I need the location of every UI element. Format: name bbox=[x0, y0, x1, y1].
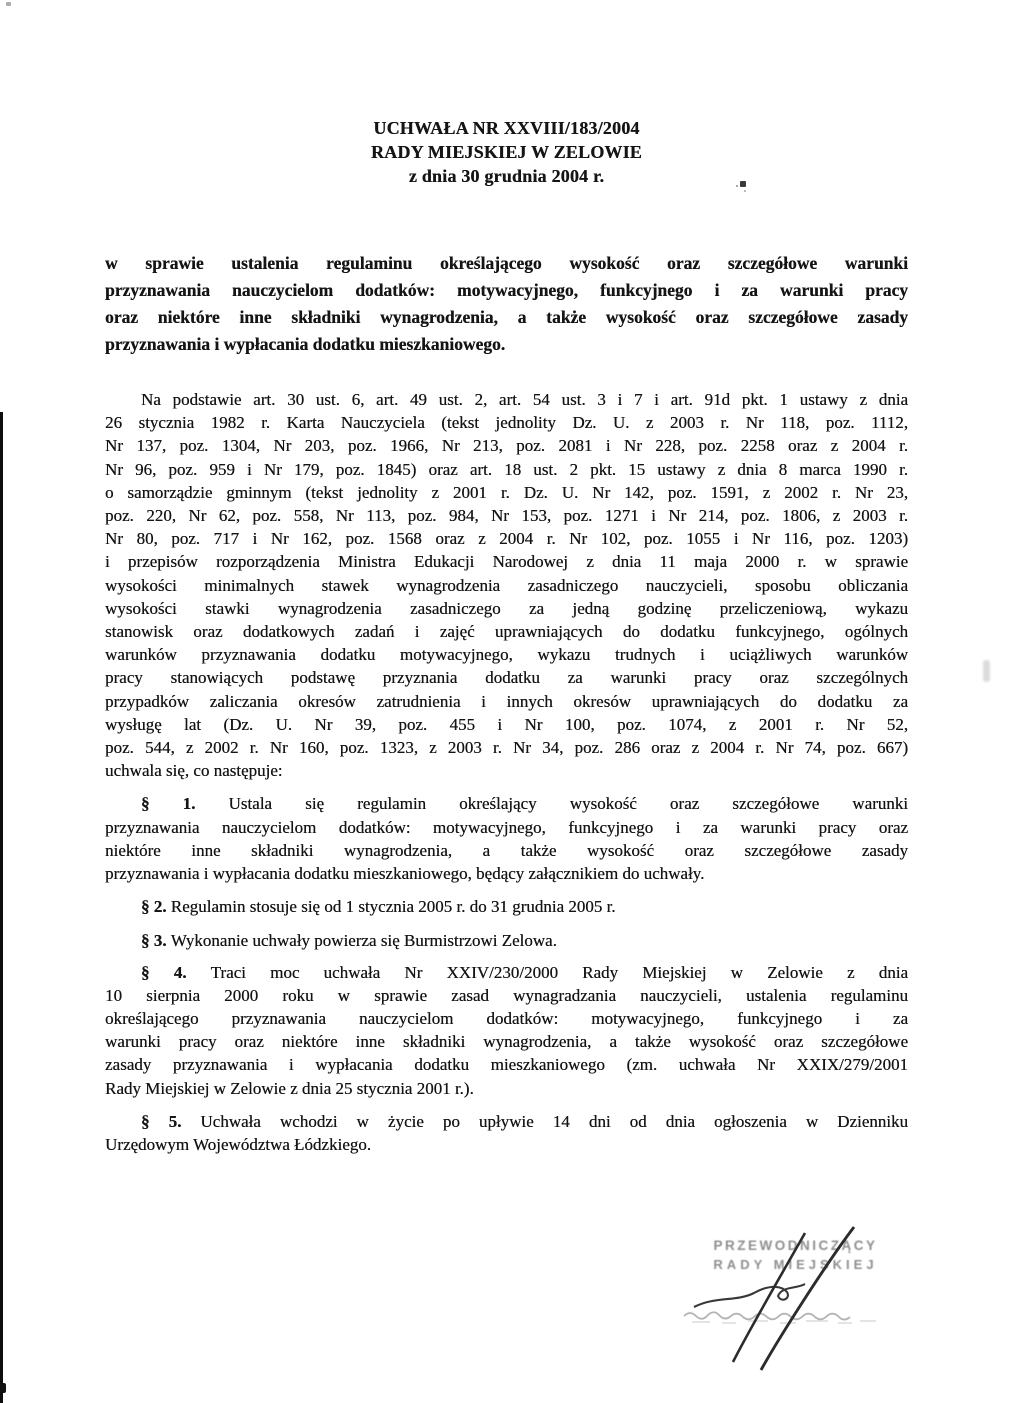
text-line: przyznawania i wypłacania dodatku mieszkaniowego, będący załącznikiem do uchwały. bbox=[105, 864, 705, 884]
text-line: przypadków zaliczania okresów zatrudnienia i innych okresów uprawniających do dodatku za bbox=[105, 691, 908, 711]
text-line: poz. 220, Nr 62, poz. 558, Nr 113, poz. 984, Nr 153, poz. 1271 i Nr 214, poz. 1806, z 2003 r. bbox=[105, 506, 908, 526]
text-line: Na podstawie art. 30 ust. 6, art. 49 ust. 2, art. 54 ust. 3 i 7 i art. 91d pkt. 1 ustawy z dnia bbox=[141, 390, 908, 409]
scan-speck bbox=[0, 1383, 6, 1393]
text-line: § 1. Ustala się regulamin określający wysokość oraz szczegółowe warunki bbox=[141, 794, 908, 814]
section-marker: § 4. bbox=[141, 962, 211, 982]
paragraphs bbox=[105, 250, 908, 1156]
text-line: Nr 96, poz. 959 i Nr 179, poz. 1845) oraz art. 18 ust. 2 pkt. 15 ustawy z dnia 8 marca 1990 r. bbox=[105, 459, 908, 479]
signature-flourish bbox=[694, 1284, 805, 1307]
text-line: Nr 137, poz. 1304, Nr 203, poz. 1966, Nr 213, poz. 2081 i Nr 228, poz. 2258 oraz z 2004 r. bbox=[105, 436, 908, 456]
signature-stroke-2 bbox=[761, 1227, 854, 1370]
text-line: Urzędowym Województwa Łódzkiego. bbox=[105, 1135, 371, 1155]
text-line: § 5. Uchwała wchodzi w życie po upływie 14 dni od dnia ogłoszenia w Dzienniku bbox=[141, 1111, 908, 1131]
paragraph-subject bbox=[105, 250, 908, 358]
section-marker: § 1. bbox=[141, 794, 229, 814]
text-line: zasady przyznawania i wypłacania dodatku mieszkaniowego (zm. uchwała Nr XXIX/279/2001 bbox=[105, 1055, 908, 1075]
section-marker: § 2. bbox=[141, 897, 171, 917]
text-line: określającego przyznawania nauczycielom dodatków: motywacyjnego, funkcyjnego i za bbox=[105, 1009, 908, 1029]
scan-speck bbox=[6, 2, 11, 6]
text-line: Nr 80, poz. 717 i Nr 162, poz. 1568 oraz z 2004 r. Nr 102, poz. 1055 i Nr 116, poz. 1203) bbox=[105, 529, 908, 549]
text-line: o samorządzie gminnym (tekst jednolity z 2001 r. Dz. U. Nr 142, poz. 1591, z 2002 r. Nr 23, bbox=[105, 482, 908, 502]
text-line: wysokości minimalnych stawek wynagrodzenia zasadniczego nauczycieli, sposobu obliczania bbox=[105, 575, 908, 595]
text-line: § 4. Traci moc uchwała Nr XXIV/230/2000 Rady Miejskiej w Zelowie z dnia bbox=[141, 962, 908, 982]
scan-artifact-left-line bbox=[0, 412, 3, 1403]
title-line-1: UCHWAŁA NR XXVIII/183/2004 bbox=[373, 118, 640, 138]
text-line: § 2. Regulamin stosuje się od 1 stycznia 2005 r. do 31 grudnia 2005 r. bbox=[141, 897, 616, 917]
text-line: oraz niektóre inne składniki wynagrodzenia, a także wysokość oraz szczegółowe zasady bbox=[105, 307, 908, 327]
text-line: w sprawie ustalenia regulaminu określającego wysokość oraz szczegółowe warunki bbox=[105, 253, 908, 273]
section-marker: § 3. bbox=[141, 931, 171, 951]
text-line: 10 sierpnia 2000 roku w sprawie zasad wynagradzania nauczycieli, ustalenia regulaminu bbox=[105, 985, 908, 1005]
signature-scribble bbox=[678, 1236, 913, 1381]
text-line: przyznawania nauczycielom dodatków: motywacyjnego, funkcyjnego i za warunki pracy bbox=[105, 280, 908, 300]
paragraph-par-2 bbox=[105, 895, 908, 918]
text-line: poz. 544, z 2002 r. Nr 160, poz. 1323, z 2003 r. Nr 34, poz. 286 oraz z 2004 r. Nr 74, poz. 667) bbox=[105, 738, 908, 758]
document-text-block bbox=[105, 116, 908, 1156]
text-line: uchwala się, co następuje: bbox=[105, 761, 283, 781]
title-line-3: z dnia 30 grudnia 2004 r. bbox=[408, 166, 605, 186]
text-line: wysokości stawki wynagrodzenia zasadniczego za jedną godzinę przeliczeniową, wykazu bbox=[105, 598, 908, 618]
section-marker: § 5. bbox=[141, 1111, 201, 1131]
paragraph-par-4 bbox=[105, 961, 908, 1100]
text-line: niektóre inne składniki wynagrodzenia, a także wysokość oraz szczegółowe zasady bbox=[105, 840, 908, 860]
paragraph-par-5 bbox=[105, 1110, 908, 1156]
stamp-name-illegible-2 bbox=[692, 1321, 876, 1323]
stamp-title-line-1: PRZEWODNICZĄCY bbox=[713, 1238, 878, 1253]
text-line: przyznawania nauczycielom dodatków: motywacyjnego, funkcyjnego i za warunki pracy oraz bbox=[105, 817, 908, 837]
text-line: warunki pracy oraz niektóre inne składniki wynagrodzenia, a także wysokość oraz szczegółowe bbox=[105, 1032, 908, 1052]
stamp-title-line-2: RADY MIEJSKIEJ bbox=[713, 1257, 878, 1272]
text-line: § 3. Wykonanie uchwały powierza się Burmistrzowi Zelowa. bbox=[141, 931, 557, 951]
text-line: Rady Miejskiej w Zelowie z dnia 25 stycznia 2001 r.). bbox=[105, 1078, 474, 1098]
signature-stamp bbox=[678, 1236, 913, 1381]
paragraph-par-1 bbox=[105, 792, 908, 885]
text-line: przyznawania i wypłacania dodatku mieszkaniowego. bbox=[105, 334, 506, 354]
paragraph-preamble bbox=[105, 388, 908, 782]
scan-smudge bbox=[983, 660, 990, 682]
text-line: 26 stycznia 1982 r. Karta Nauczyciela (tekst jednolity Dz. U. z 2003 r. Nr 118, poz. 1112, bbox=[105, 413, 908, 433]
paragraph-par-3 bbox=[105, 929, 908, 952]
text-line: i przepisów rozporządzenia Ministra Edukacji Narodowej z dnia 11 maja 2000 r. w sprawie bbox=[105, 552, 908, 572]
text-line: pracy stanowiących podstawę przyznania dodatku za warunki pracy oraz szczególnych bbox=[105, 668, 908, 688]
title-line-2: RADY MIEJSKIEJ W ZELOWIE bbox=[370, 142, 643, 162]
text-line: stanowisk oraz dodatkowych zadań i zajęć uprawniających do dodatku funkcyjnego, ogólnych bbox=[105, 622, 908, 642]
stamp-name-illegible bbox=[684, 1312, 850, 1319]
text-line: warunków przyznawania dodatku motywacyjnego, wykazu trudnych i uciążliwych warunków bbox=[105, 645, 908, 665]
document-title bbox=[105, 116, 908, 188]
text-line: wysługę lat (Dz. U. Nr 39, poz. 455 i Nr 100, poz. 1074, z 2001 r. Nr 52, bbox=[105, 714, 908, 734]
